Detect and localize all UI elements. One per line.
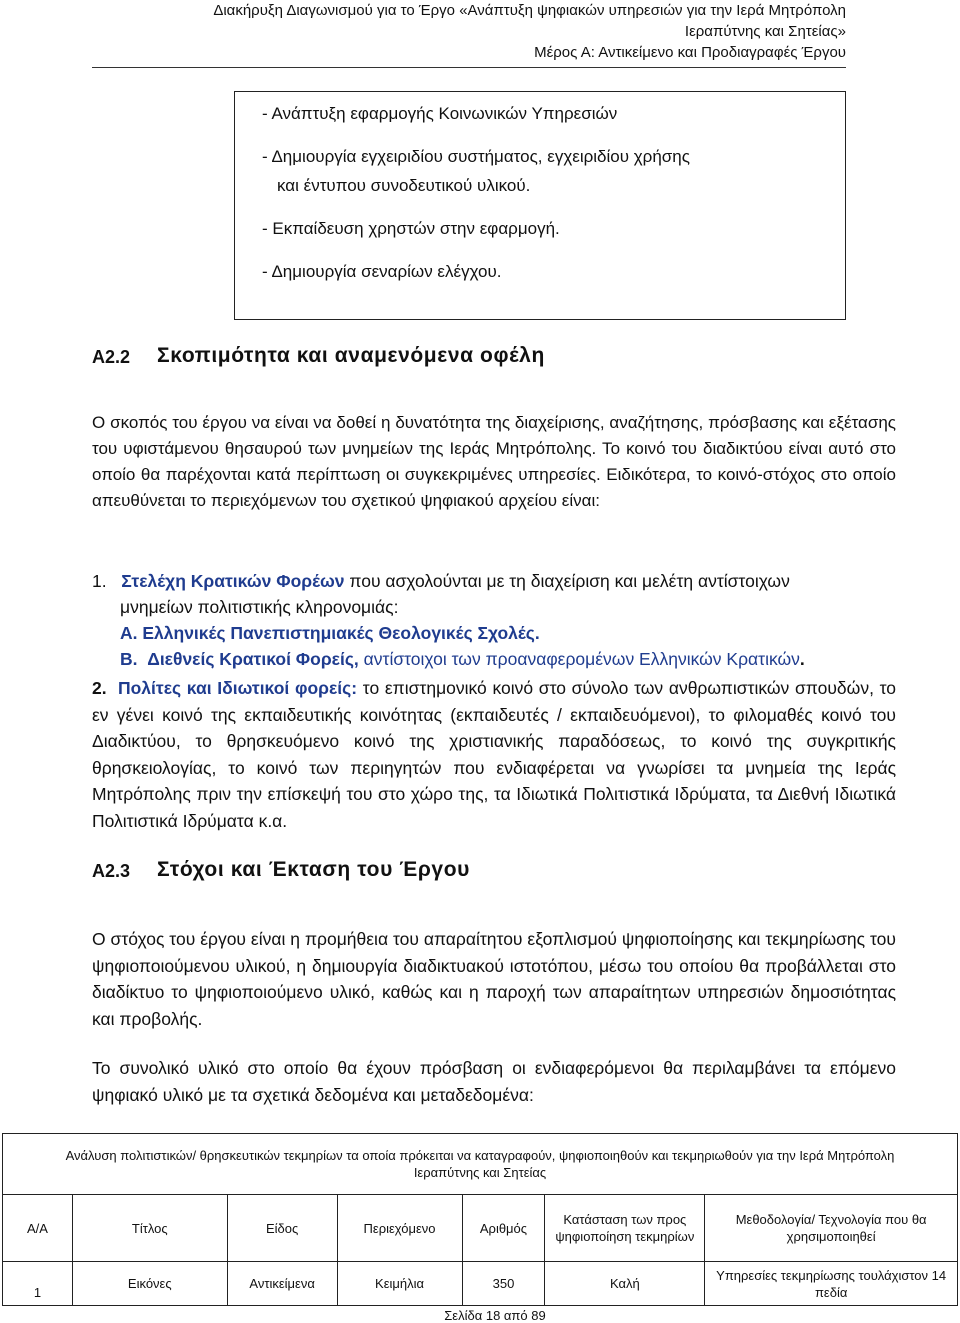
table-cell: Αντικείμενα	[227, 1262, 337, 1306]
table-header-cell: Περιεχόμενο	[337, 1195, 462, 1262]
table-header-cell: Αριθμός	[462, 1195, 545, 1262]
section-a23-number: Α2.3	[92, 861, 131, 881]
table-header-row	[3, 1195, 958, 1262]
audience-item-1	[92, 571, 790, 592]
audience-item-2-text: το επιστημονικό κοινό στο σύνολο των ανθρωπιστικών σπουδών, το εν γένει κοινό της εκπαιδευτικής κοινότητας (εκπαιδευτές / εκπαιδευόμενοι), το φιλομαθές κοινό του Διαδικτύου, το θρησκευόμενο κοινό της χριστιανικής παραδόσεως, το κοινό της συγκριτικής θρησκειολογίας, το κοινό των περιηγητών που ενδιαφέρεται να γνωρίσει τα μνημεία της Ιεράς Μητρόπολης πριν την επίσκεψή του στο χώρο της, τα Ιδιωτικά Πολιτιστικά Ιδρύματα, τα Διεθνή Ιδιωτικά Πολιτιστικά Ιδρύματα κ.α.	[92, 678, 897, 831]
table-header-cell: Μεθοδολογία/ Τεχνολογία που θα χρησιμοποιηθεί	[705, 1195, 958, 1262]
audience-item-2-number: 2.	[92, 678, 107, 698]
table-header-cell: Κατάσταση των προς ψηφιοποίηση τεκμηρίων	[545, 1195, 705, 1262]
table-row	[3, 1262, 958, 1306]
table-title-line-1: Ανάλυση πολιτιστικών/ θρησκευτικών τεκμηρίων τα οποία πρόκειται να καταγραφούν, ψηφιοποιηθούν και τεκμηριωθούν για την Ιερά Μητρόπολη	[65, 1148, 895, 1163]
table-title-line-2: Ιεραπύτνης και Σητείας	[413, 1165, 547, 1180]
header-subtitle: Μέρος Α: Αντικείμενο και Προδιαγραφές Έργου	[534, 44, 846, 61]
audience-sub-a: Α. Ελληνικές Πανεπιστημιακές Θεολογικές Σχολές.	[120, 623, 540, 643]
table-header-cell: Α/Α	[3, 1195, 73, 1262]
audience-sub-b	[120, 649, 805, 670]
audience-item-1-bold: Στελέχη Κρατικών Φορέων	[121, 571, 345, 591]
section-a23-paragraph-2: Το συνολικό υλικό στο οποίο θα έχουν πρόσβαση οι ενδιαφερόμενοι θα περιλαμβάνει τα επόμενο ψηφιακό υλικό με τα σχετικά δεδομένα και μεταδεδομένα:	[92, 1058, 896, 1105]
audience-item-1-number: 1.	[92, 571, 107, 591]
table-title-cell	[3, 1134, 958, 1195]
audience-item-2	[92, 675, 896, 835]
heritage-items-table	[2, 1133, 958, 1306]
audience-sub-b-dot: .	[799, 649, 805, 669]
section-a23-title: Στόχοι και Έκταση του Έργου	[157, 858, 470, 881]
section-a22-paragraph: Ο σκοπός του έργου να είναι να δοθεί η δυνατότητα της διαχείρισης, αναζήτησης, πρόσβασης και εξέτασης του υφιστάμενου θησαυρού των μνημείων της Ιεράς Μητρόπολης. Το κοινό του διαδικτύου είναι αυτό στο οποίο θα παρέχονται κατά περίπτωση οι συγκεκριμένες υπηρεσίες. Ειδικότερα, το κοινό-στόχος στο οποίο απευθύνεται το περιεχόμενων του σχετικού ψηφιακού αρχείου είναι:	[92, 413, 896, 510]
audience-sub-b-label: Β.	[120, 649, 138, 669]
section-a23-paragraph-1: Ο στόχος του έργου είναι η προμήθεια του απαραίτητου εξοπλισμού ψηφιοποίησης και τεκμηρίωσης του ψηφιοποιούμενου υλικού, η δημιουργία διαδικτυακού ιστοτόπου, μέσω του οποίου θα προβάλλεται στο διαδίκτυο το ψηφιοποιούμενο υλικό, καθώς και η παροχή των απαραίτητων υπηρεσιών δημοσιότητας και προβολής.	[92, 929, 896, 1029]
table-cell: Κειμήλια	[337, 1262, 462, 1306]
table-cell: Καλή	[545, 1262, 705, 1306]
header-title-line-1: Διακήρυξη Διαγωνισμού για το Έργο «Ανάπτυξη ψηφιακών υπηρεσιών για την Ιερά Μητρόπολη	[213, 2, 846, 19]
box-item-3: - Εκπαίδευση χρηστών στην εφαρμογή.	[262, 219, 560, 238]
audience-sub-b-text: αντίστοιχοι των προαναφερομένων Ελληνικών Κρατικών	[358, 649, 800, 669]
task-list-box	[234, 91, 846, 320]
section-a22-number: Α2.2	[92, 347, 131, 367]
table-cell: Υπηρεσίες τεκμηρίωσης τουλάχιστον 14 πεδία	[705, 1262, 958, 1306]
header-title-line-2: Ιεραπύτνης και Σητείας»	[684, 23, 846, 40]
audience-item-1-line-2: μνημείων πολιτιστικής κληρονομιάς:	[120, 597, 399, 617]
table-header-cell: Τίτλος	[72, 1195, 227, 1262]
section-a22-title: Σκοπιμότητα και αναμενόμενα οφέλη	[157, 344, 545, 367]
table-cell: 1	[3, 1262, 73, 1306]
audience-item-2-bold: Πολίτες και Ιδιωτικοί φορείς:	[117, 678, 358, 698]
table-cell: 350	[462, 1262, 545, 1306]
box-item-4: - Δημιουργία σεναρίων ελέγχου.	[262, 262, 502, 281]
box-item-2-continuation: και έντυπου συνοδευτικού υλικού.	[277, 176, 531, 195]
box-item-1: - Ανάπτυξη εφαρμογής Κοινωνικών Υπηρεσιών	[262, 104, 618, 123]
page-number: Σελίδα 18 από 89	[444, 1308, 546, 1323]
table-header-cell: Είδος	[227, 1195, 337, 1262]
table-title-row	[3, 1134, 958, 1195]
box-item-2: - Δημιουργία εγχειριδίου συστήματος, εγχειριδίου χρήσης	[262, 147, 690, 166]
audience-item-1-text: που ασχολούνται με τη διαχείριση και μελέτη αντίστοιχων	[344, 571, 790, 591]
table-cell: Εικόνες	[72, 1262, 227, 1306]
audience-sub-b-bold: Διεθνείς Κρατικοί Φορείς,	[147, 649, 359, 669]
header-divider	[92, 67, 846, 68]
